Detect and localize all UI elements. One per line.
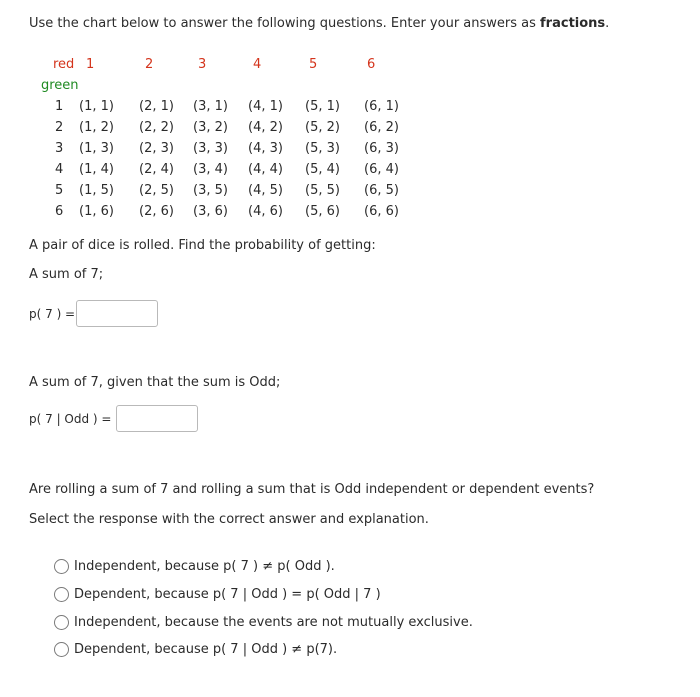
instructions-bold: fractions [540, 16, 606, 31]
outcome-cell: (1, 5) [79, 183, 114, 198]
q1-label: p( 7 ) = [29, 307, 76, 321]
outcome-cell: (3, 2) [193, 120, 228, 135]
outcome-cell: (2, 3) [139, 141, 174, 156]
green-value-3: 3 [55, 141, 64, 156]
outcome-cell: (5, 6) [305, 204, 340, 219]
p7-given-odd-answer-input[interactable] [116, 405, 198, 432]
green-value-6: 6 [55, 204, 64, 219]
green-value-2: 2 [55, 120, 64, 135]
outcome-cell: (2, 4) [139, 162, 174, 177]
outcome-cell: (3, 1) [193, 99, 228, 114]
outcome-cell: (1, 4) [79, 162, 114, 177]
option-radio-4[interactable] [54, 642, 69, 657]
q2-prompt: A sum of 7, given that the sum is Odd; [29, 375, 281, 390]
outcome-cell: (6, 6) [364, 204, 399, 219]
outcome-cell: (3, 5) [193, 183, 228, 198]
outcome-cell: (5, 5) [305, 183, 340, 198]
option-radio-2[interactable] [54, 587, 69, 602]
outcome-cell: (4, 5) [248, 183, 283, 198]
option-radio-3[interactable] [54, 615, 69, 630]
option-label-1[interactable]: Independent, because p( 7 ) ≠ p( Odd ). [74, 559, 335, 574]
outcome-cell: (4, 6) [248, 204, 283, 219]
red-value-3: 3 [198, 57, 207, 72]
outcome-cell: (2, 2) [139, 120, 174, 135]
outcome-cell: (5, 1) [305, 99, 340, 114]
green-value-5: 5 [55, 183, 64, 198]
outcome-cell: (6, 5) [364, 183, 399, 198]
q1-prompt: A sum of 7; [29, 267, 104, 282]
outcome-cell: (1, 2) [79, 120, 114, 135]
outcome-cell: (5, 4) [305, 162, 340, 177]
option-radio-1[interactable] [54, 559, 69, 574]
green-axis-label: green [41, 78, 79, 93]
outcome-cell: (1, 6) [79, 204, 114, 219]
outcome-cell: (2, 1) [139, 99, 174, 114]
outcome-cell: (6, 2) [364, 120, 399, 135]
option-label-3[interactable]: Independent, because the events are not mutually exclusive. [74, 615, 473, 630]
red-value-5: 5 [309, 57, 318, 72]
outcome-cell: (6, 4) [364, 162, 399, 177]
option-label-4[interactable]: Dependent, because p( 7 | Odd ) ≠ p(7). [74, 642, 338, 657]
outcome-cell: (3, 4) [193, 162, 228, 177]
outcome-cell: (4, 3) [248, 141, 283, 156]
red-value-1: 1 [86, 57, 95, 72]
q2-label: p( 7 | Odd ) = [29, 412, 112, 426]
instructions [29, 16, 609, 31]
outcome-cell: (4, 1) [248, 99, 283, 114]
outcome-cell: (3, 3) [193, 141, 228, 156]
green-value-4: 4 [55, 162, 64, 177]
outcome-cell: (5, 3) [305, 141, 340, 156]
p7-answer-input[interactable] [76, 300, 158, 327]
red-value-2: 2 [145, 57, 154, 72]
q3-question: Are rolling a sum of 7 and rolling a sum that is Odd independent or dependent events? [29, 482, 595, 497]
red-axis-label: red [53, 57, 75, 72]
outcome-cell: (2, 6) [139, 204, 174, 219]
instructions-text: Use the chart below to answer the following questions. Enter your answers as [29, 16, 541, 31]
q3-instruction: Select the response with the correct answer and explanation. [29, 512, 429, 527]
red-value-4: 4 [253, 57, 262, 72]
q1-intro: A pair of dice is rolled. Find the probability of getting: [29, 238, 376, 253]
outcome-cell: (1, 3) [79, 141, 114, 156]
outcome-cell: (1, 1) [79, 99, 114, 114]
outcome-cell: (4, 4) [248, 162, 283, 177]
outcome-cell: (3, 6) [193, 204, 228, 219]
outcome-cell: (6, 1) [364, 99, 399, 114]
outcome-cell: (4, 2) [248, 120, 283, 135]
outcome-cell: (2, 5) [139, 183, 174, 198]
outcome-cell: (5, 2) [305, 120, 340, 135]
red-value-6: 6 [367, 57, 376, 72]
option-label-2[interactable]: Dependent, because p( 7 | Odd ) = p( Odd | 7 ) [74, 587, 381, 602]
instructions-suffix: . [605, 16, 610, 31]
outcome-cell: (6, 3) [364, 141, 399, 156]
green-value-1: 1 [55, 99, 64, 114]
